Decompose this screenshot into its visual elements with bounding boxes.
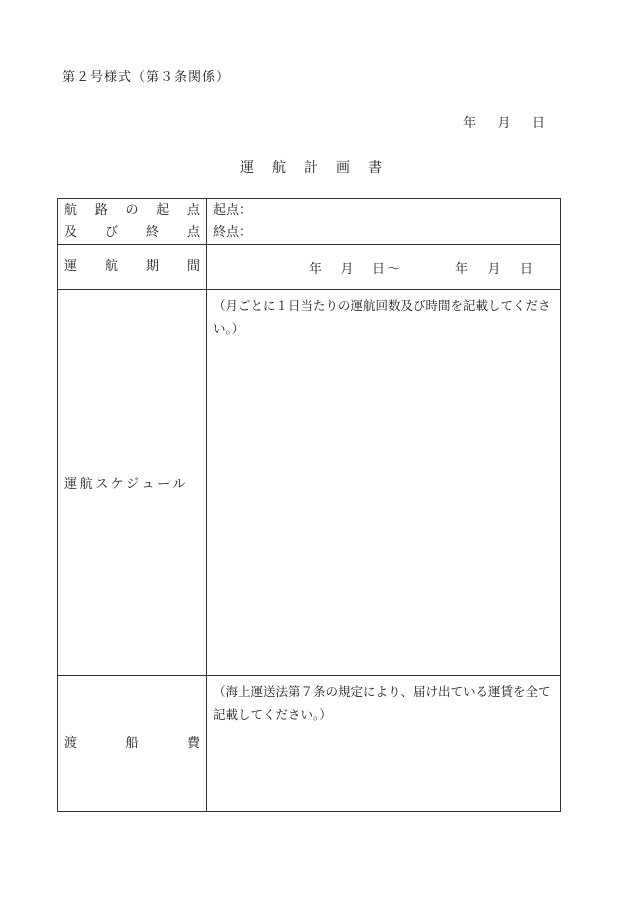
to-month-label: 月 bbox=[487, 261, 501, 277]
label-char: 船 bbox=[125, 735, 139, 751]
from-day-label: 日 bbox=[371, 261, 385, 277]
plan-form-table bbox=[57, 198, 561, 812]
fare-label bbox=[58, 733, 206, 755]
period-separator: ～ bbox=[387, 261, 401, 277]
schedule-note: （月ごとに１日当たりの運航回数及び時間を記載してください。） bbox=[213, 298, 551, 336]
label-char: 期 bbox=[145, 259, 159, 274]
label-char: 間 bbox=[186, 259, 200, 274]
schedule-value-cell[interactable] bbox=[207, 290, 561, 676]
label-char: 渡 bbox=[64, 735, 78, 751]
fare-label-cell bbox=[58, 676, 207, 812]
label-char: の bbox=[125, 202, 139, 218]
label-char: 起 bbox=[156, 202, 170, 218]
label-char: 航 bbox=[104, 259, 118, 274]
fare-note: （海上運送法第７条の規定により、届け出ている運賃を全て記載してください。） bbox=[213, 684, 551, 722]
to-day-label: 日 bbox=[519, 261, 533, 277]
from-month-label: 月 bbox=[340, 261, 354, 277]
title-char: 画 bbox=[336, 160, 350, 176]
title-char: 運 bbox=[240, 160, 254, 176]
fare-row bbox=[58, 676, 561, 812]
date-day-label: 日 bbox=[531, 116, 545, 131]
from-year-label: 年 bbox=[309, 261, 323, 277]
period-to bbox=[455, 258, 533, 277]
label-char: 点 bbox=[186, 224, 200, 240]
label-char: 終 bbox=[145, 224, 159, 240]
end-point-label: 終点： bbox=[213, 224, 253, 240]
label-char: 運 bbox=[64, 259, 78, 274]
title-char: 航 bbox=[272, 160, 286, 176]
label-char: び bbox=[104, 224, 118, 240]
period-row bbox=[58, 245, 561, 290]
period-from bbox=[309, 258, 385, 277]
form-number: 第２号様式（第３条関係） bbox=[62, 70, 231, 85]
schedule-label-cell bbox=[58, 290, 207, 676]
date-year-label: 年 bbox=[463, 116, 477, 131]
period-label-cell bbox=[58, 245, 207, 290]
route-row bbox=[58, 199, 561, 245]
label-char: 路 bbox=[94, 202, 108, 218]
date-month-label: 月 bbox=[497, 116, 511, 131]
period-label bbox=[58, 256, 206, 278]
route-label-line2 bbox=[58, 222, 206, 244]
fare-value-cell[interactable] bbox=[207, 676, 561, 812]
period-value-cell[interactable] bbox=[207, 245, 561, 290]
schedule-row bbox=[58, 290, 561, 676]
label-char: 及 bbox=[64, 224, 78, 240]
schedule-label: 運航スケジュール bbox=[64, 477, 189, 492]
document-title bbox=[240, 157, 382, 177]
title-char: 書 bbox=[368, 160, 382, 176]
route-value-cell[interactable] bbox=[207, 199, 561, 245]
start-point-label: 起点： bbox=[213, 202, 253, 218]
label-char: 点 bbox=[186, 202, 200, 218]
to-year-label: 年 bbox=[455, 261, 469, 277]
route-label-line1 bbox=[58, 200, 206, 222]
route-values bbox=[207, 200, 560, 244]
label-char: 費 bbox=[186, 735, 200, 751]
title-char: 計 bbox=[304, 160, 318, 176]
date-line bbox=[463, 112, 545, 131]
period-value bbox=[207, 258, 560, 277]
label-char: 航 bbox=[64, 202, 78, 218]
route-label-cell bbox=[58, 199, 207, 245]
